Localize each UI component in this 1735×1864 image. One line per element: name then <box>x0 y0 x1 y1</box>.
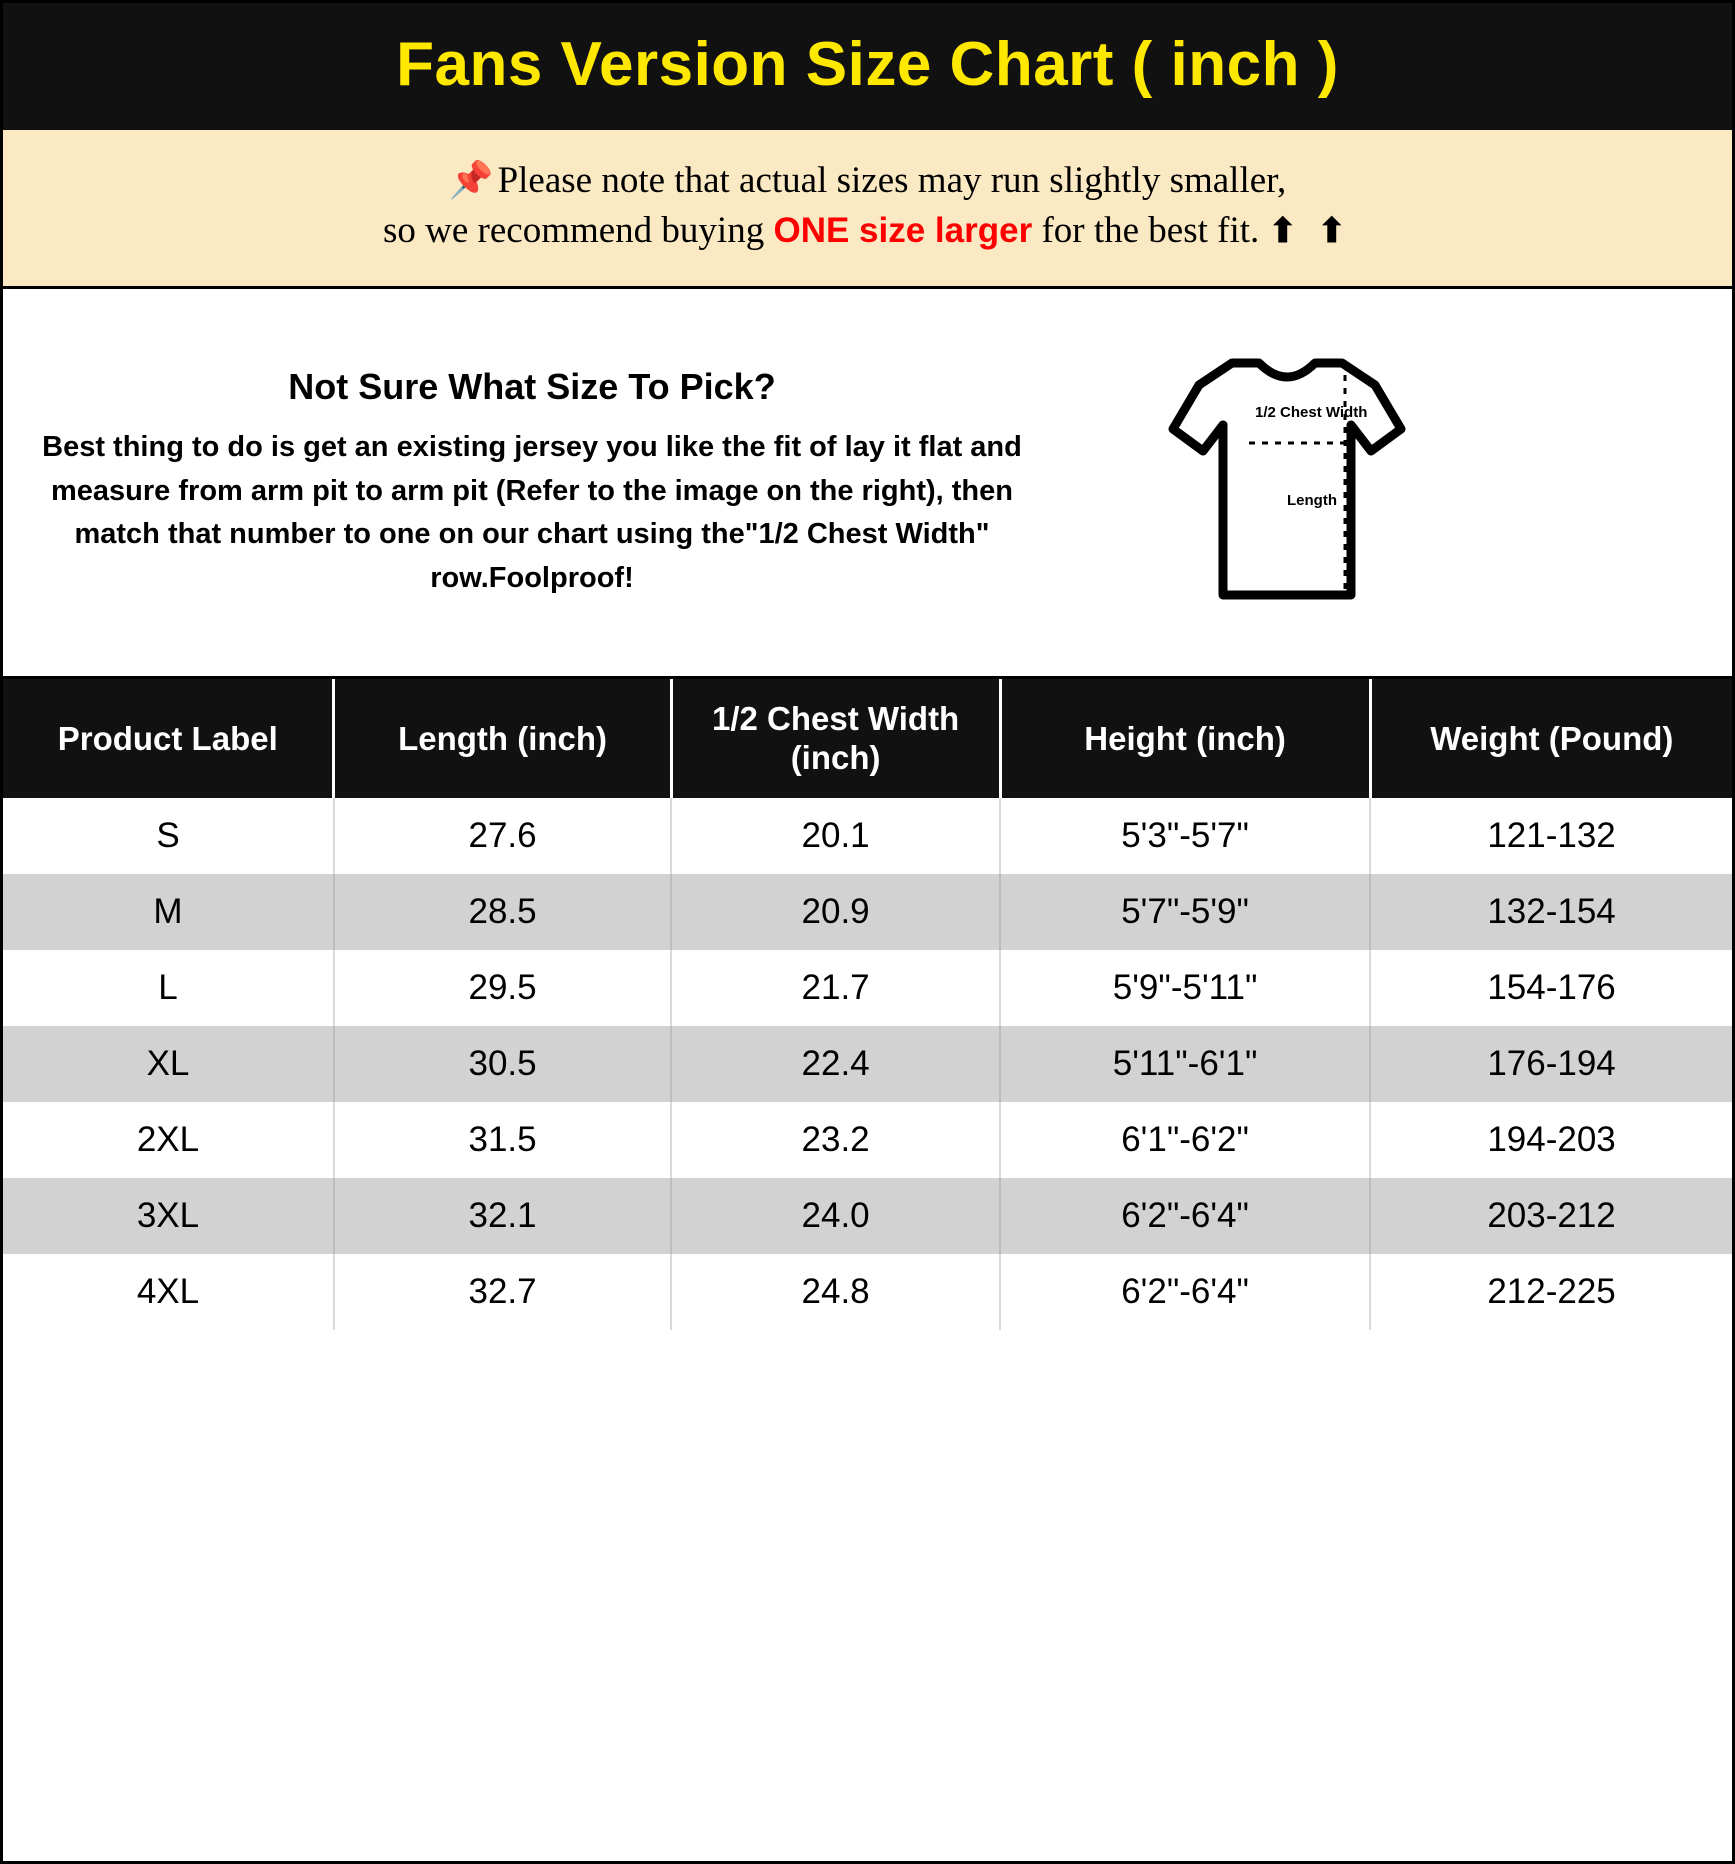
cell-height: 6'2"-6'4" <box>1000 1254 1370 1330</box>
table-row <box>3 1178 1732 1254</box>
cell-height: 5'9"-5'11" <box>1000 950 1370 1026</box>
header-length: Length (inch) <box>334 679 671 798</box>
cell-length: 31.5 <box>334 1102 671 1178</box>
pushpin-icon: 📌 <box>448 160 494 200</box>
table-row <box>3 950 1732 1026</box>
cell-height: 6'2"-6'4" <box>1000 1178 1370 1254</box>
cell-label: M <box>3 874 334 950</box>
header-chest-width: 1/2 Chest Width (inch) <box>671 679 1000 798</box>
cell-label: 3XL <box>3 1178 334 1254</box>
header-product-label: Product Label <box>3 679 334 798</box>
up-arrows-icon: ⬆ ⬆ <box>1268 212 1353 250</box>
help-body: Best thing to do is get an existing jersey you like the fit of lay it flat and measure from arm pit to arm pit (Refer to the image on the right), then match that number to one on our chart using the"1/2 Chest Width" row.Foolproof! <box>42 431 1022 594</box>
cell-weight: 194-203 <box>1487 1120 1616 1160</box>
help-heading: Not Sure What Size To Pick? <box>288 366 776 408</box>
cell-length: 32.1 <box>334 1178 671 1254</box>
note-text-2-after: for the best fit. <box>1032 209 1269 251</box>
cell-height: 6'1"-6'2" <box>1000 1102 1370 1178</box>
note-strip <box>3 130 1732 289</box>
table-row <box>3 874 1732 950</box>
cell-label: XL <box>3 1026 334 1102</box>
note-line-2 <box>23 206 1712 256</box>
cell-weight: 154-176 <box>1487 968 1616 1008</box>
cell-chest: 20.1 <box>671 798 1000 874</box>
tshirt-icon <box>1137 333 1437 633</box>
chest-width-label: 1/2 Chest Width <box>1255 404 1368 422</box>
cell-chest: 23.2 <box>671 1102 1000 1178</box>
header-height: Height (inch) <box>1000 679 1370 798</box>
cell-height: 5'3"-5'7" <box>1000 798 1370 874</box>
table-row <box>3 1102 1732 1178</box>
cell-label: 4XL <box>3 1254 334 1330</box>
header-weight: Weight (Pound) <box>1370 679 1732 798</box>
size-table <box>3 679 1732 1330</box>
cell-chest: 22.4 <box>671 1026 1000 1102</box>
cell-height: 5'7"-5'9" <box>1000 874 1370 950</box>
table-row <box>3 1254 1732 1330</box>
shirt-diagram <box>1047 333 1527 633</box>
cell-weight: 176-194 <box>1487 1044 1616 1084</box>
cell-weight: 121-132 <box>1487 816 1616 856</box>
cell-length: 30.5 <box>334 1026 671 1102</box>
page-title: Fans Version Size Chart ( inch ) <box>396 30 1339 99</box>
cell-length: 32.7 <box>334 1254 671 1330</box>
cell-length: 29.5 <box>334 950 671 1026</box>
note-text-1: Please note that actual sizes may run slightly smaller, <box>497 160 1287 201</box>
length-label: Length <box>1287 492 1337 510</box>
cell-label: 2XL <box>3 1102 334 1178</box>
help-text-block <box>27 366 1047 600</box>
note-emphasis: ONE size larger <box>773 210 1033 250</box>
table-header-row <box>3 679 1732 798</box>
table-row <box>3 1026 1732 1102</box>
cell-weight: 203-212 <box>1487 1196 1616 1236</box>
cell-weight: 212-225 <box>1487 1272 1616 1312</box>
cell-chest: 24.0 <box>671 1178 1000 1254</box>
table-row <box>3 798 1732 874</box>
cell-height: 5'11"-6'1" <box>1000 1026 1370 1102</box>
cell-weight: 132-154 <box>1487 892 1616 932</box>
note-text-2-before: so we recommend buying <box>382 209 774 251</box>
title-banner <box>3 3 1732 130</box>
cell-chest: 21.7 <box>671 950 1000 1026</box>
cell-label: L <box>3 950 334 1026</box>
note-line-1 <box>23 156 1712 206</box>
cell-length: 27.6 <box>334 798 671 874</box>
cell-chest: 20.9 <box>671 874 1000 950</box>
cell-length: 28.5 <box>334 874 671 950</box>
help-section <box>3 289 1732 679</box>
cell-label: S <box>3 798 334 874</box>
cell-chest: 24.8 <box>671 1254 1000 1330</box>
